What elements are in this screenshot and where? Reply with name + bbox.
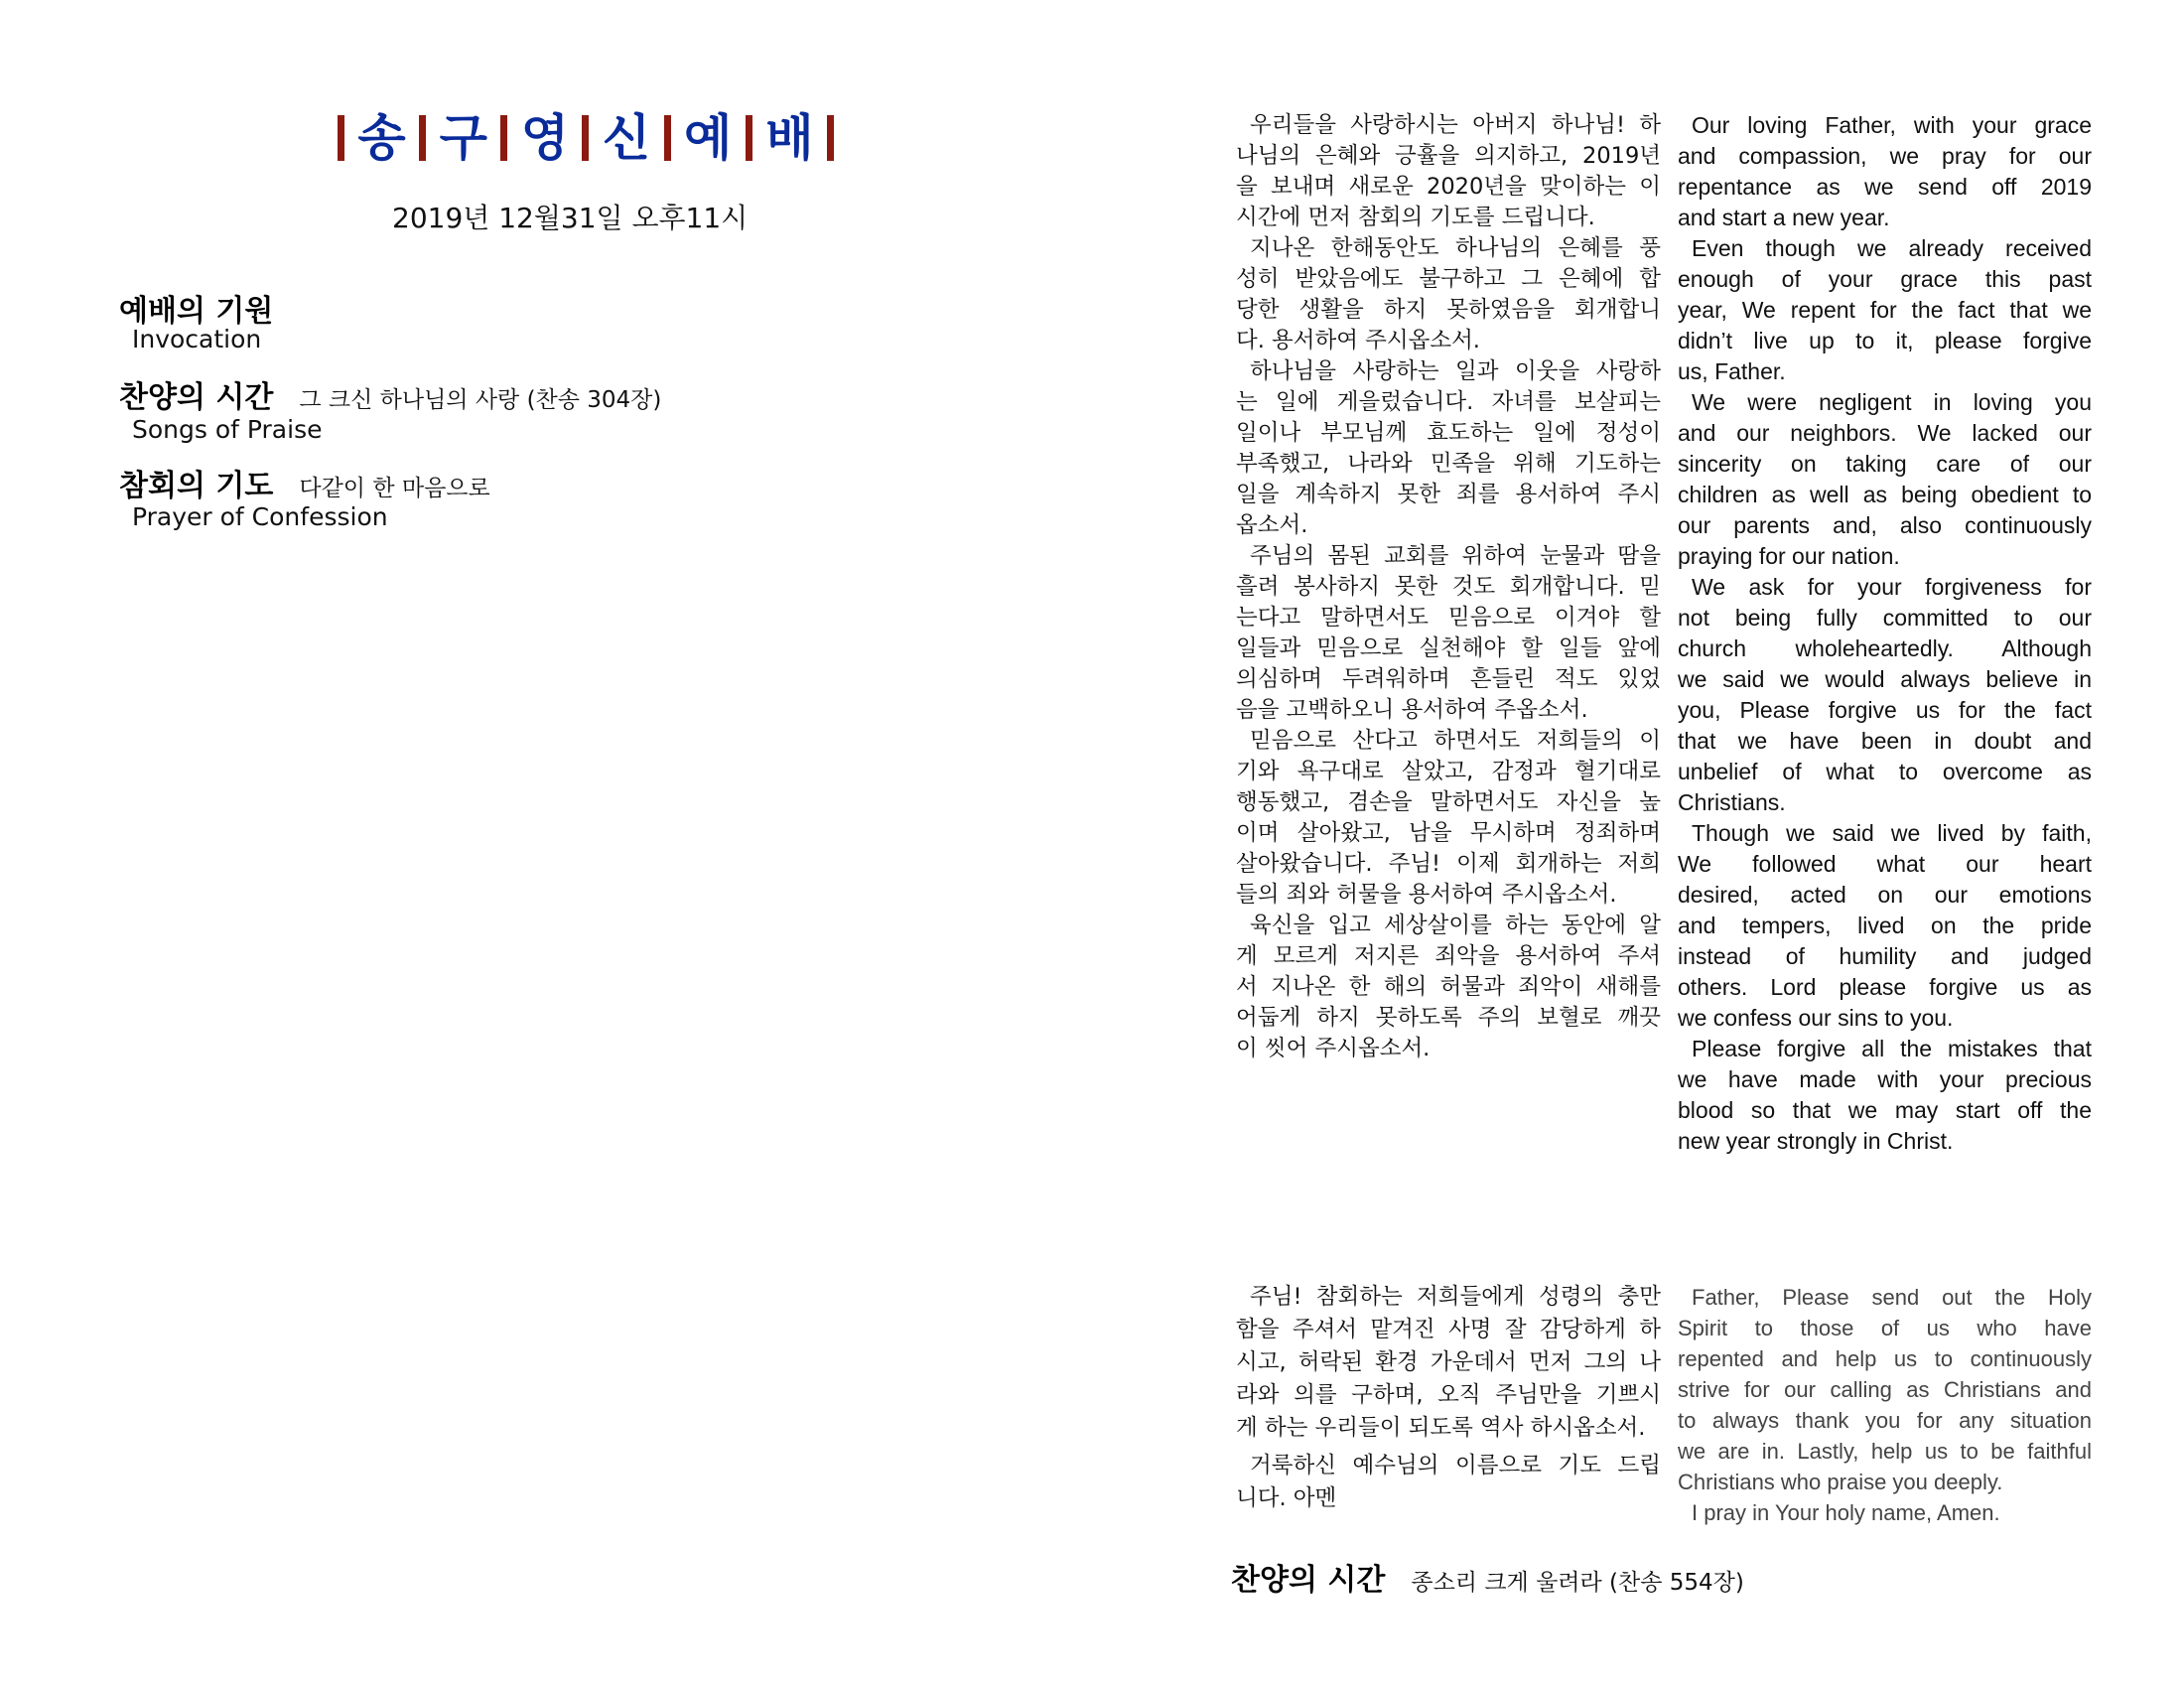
text-line: 시고, 허락된 환경 가운데서 먼저 그의 나	[1236, 1349, 1661, 1375]
agenda-item-invocation	[119, 286, 273, 330]
text-line: 들의 죄와 허물을 용서하여 주시옵소서.	[1236, 882, 1617, 908]
title-divider-bar	[827, 115, 834, 161]
text-line: we have made with your precious	[1678, 1066, 2092, 1092]
text-line: Spirit to those of us who have	[1678, 1316, 2092, 1340]
text-line: 음을 고백하오니 용서하여 주옵소서.	[1236, 697, 1588, 723]
text-line: 당한 생활을 하지 못하였음을 회개합니	[1236, 297, 1661, 323]
text-line: 거룩하신 예수님의 이름으로 기도 드립	[1250, 1453, 1661, 1478]
text-line: Our loving Father, with your grace	[1692, 112, 2092, 138]
text-line: 믿음으로 산다고 하면서도 저희들의 이	[1250, 728, 1661, 754]
text-line: 을 보내며 새로운 2020년을 맞이하는 이	[1236, 174, 1661, 200]
agenda-item-praise	[119, 372, 661, 416]
text-line: 옵소서.	[1236, 512, 1308, 538]
agenda-heading: 참회의 기도	[119, 469, 274, 503]
agenda-detail: 종소리 크게 울려라 (찬송 554장)	[1411, 1570, 1744, 1596]
agenda-heading: 찬양의 시간	[1231, 1563, 1386, 1598]
text-line: Please forgive all the mistakes that	[1692, 1036, 2092, 1061]
text-line: and tempers, lived on the pride	[1678, 913, 2092, 938]
title-char: 구	[439, 109, 487, 167]
text-line: Christians who praise you deeply.	[1678, 1470, 2003, 1494]
title-char: 배	[765, 109, 814, 167]
text-line: 일이나 부모님께 효도하는 일에 정성이	[1236, 420, 1661, 446]
text-line: Father, Please send out the Holy	[1692, 1285, 2092, 1310]
text-line: 부족했고, 나라와 민족을 위해 기도하는	[1236, 451, 1661, 477]
service-date: 2019년 12월31일 오후11시	[392, 202, 749, 234]
text-line: didn’t live up to it, please forgive	[1678, 328, 2092, 353]
agenda-english: Prayer of Confession	[132, 502, 388, 531]
text-line: We followed what our heart	[1678, 851, 2092, 877]
text-line: blood so that we may start off the	[1678, 1097, 2092, 1123]
title-char: 영	[520, 109, 570, 167]
text-line: Though we said we lived by faith,	[1692, 820, 2092, 846]
text-line: 나님의 은혜와 긍휼을 의지하고, 2019년	[1236, 143, 1661, 169]
title-divider-bar	[419, 115, 426, 161]
text-line: our parents and, also continuously	[1678, 512, 2092, 538]
text-line: 일을 계속하지 못한 죄를 용서하여 주시	[1236, 482, 1661, 507]
text-line: We ask for your forgiveness for	[1692, 574, 2092, 600]
title-divider-bar	[338, 115, 344, 161]
text-line: 성히 받았음에도 불구하고 그 은혜에 합	[1236, 266, 1661, 292]
text-line: 는다고 말하면서도 믿음으로 이겨야 할	[1236, 605, 1661, 631]
text-line: 다. 용서하여 주시옵소서.	[1236, 328, 1480, 353]
text-line: others. Lord please forgive us as	[1678, 974, 2092, 1000]
text-line: desired, acted on our emotions	[1678, 882, 2092, 908]
text-line: 우리들을 사랑하시는 아버지 하나님! 하	[1250, 112, 1661, 138]
text-line: Even though we already received	[1692, 235, 2092, 261]
title-divider-bar	[664, 115, 671, 161]
prayer-korean-2	[1236, 1281, 1661, 1515]
agenda-heading: 찬양의 시간	[119, 380, 274, 415]
text-line: 주님! 참회하는 저희들에게 성령의 충만	[1250, 1284, 1661, 1310]
text-line: 육신을 입고 세상살이를 하는 동안에 알	[1250, 913, 1661, 938]
title-char: 신	[602, 109, 651, 167]
text-line: us, Father.	[1678, 358, 1786, 384]
text-line: instead of humility and judged	[1678, 943, 2092, 969]
text-line: 서 지나온 한 해의 허물과 죄악이 새해를	[1236, 974, 1661, 1000]
agenda-item-confession	[119, 461, 490, 504]
text-line: 하나님을 사랑하는 일과 이웃을 사랑하	[1250, 358, 1661, 384]
text-line: we are in. Lastly, help us to be faithful	[1678, 1439, 2092, 1464]
text-line: 행동했고, 겸손을 말하면서도 자신을 높	[1236, 789, 1661, 815]
text-line: 이며 살아왔고, 남을 무시하며 정죄하며	[1236, 820, 1661, 846]
text-line: 일들과 믿음으로 실천해야 할 일들 앞에	[1236, 635, 1661, 661]
text-line: 이 씻어 주시옵소서.	[1236, 1036, 1431, 1061]
title-char: 예	[684, 109, 733, 167]
title-divider-bar	[500, 115, 507, 161]
text-line: 의심하며 두려워하며 흔들린 적도 있었	[1236, 666, 1661, 692]
text-line: 시간에 먼저 참회의 기도를 드립니다.	[1236, 205, 1595, 230]
text-line: 지나온 한해동안도 하나님의 은혜를 풍	[1250, 235, 1661, 261]
text-line: you, Please forgive us for the fact	[1678, 697, 2092, 723]
text-line: unbelief of what to overcome as	[1678, 759, 2092, 784]
text-line: 함을 주셔서 맡겨진 사명 잘 감당하게 하	[1236, 1317, 1661, 1342]
text-line: not being fully committed to our	[1678, 605, 2092, 631]
text-line: I pray in Your holy name, Amen.	[1692, 1500, 2000, 1525]
text-line: that we have been in doubt and	[1678, 728, 2092, 754]
text-line: sincerity on taking care of our	[1678, 451, 2092, 477]
text-line: 라와 의를 구하며, 오직 주님만을 기쁘시	[1236, 1382, 1661, 1408]
text-line: 주님의 몸된 교회를 위하여 눈물과 땀을	[1250, 543, 1661, 569]
prayer-english-1	[1678, 110, 2092, 1157]
agenda-item-closing-praise	[1231, 1555, 1744, 1599]
agenda-heading: 예배의 기원	[119, 294, 274, 329]
title-divider-bar	[746, 115, 752, 161]
agenda-english: Songs of Praise	[132, 415, 323, 444]
text-line: repented and help us to continuously	[1678, 1346, 2092, 1371]
text-line: repentance as we send off 2019	[1678, 174, 2092, 200]
prayer-english-2	[1678, 1282, 2092, 1528]
text-line: 기와 욕구대로 살았고, 감정과 혈기대로	[1236, 759, 1661, 784]
text-line: church wholeheartedly. Although	[1678, 635, 2092, 661]
agenda-detail: 다같이 한 마음으로	[299, 476, 490, 501]
prayer-korean-1	[1236, 110, 1661, 1064]
text-line: 어둡게 하지 못하도록 주의 보혈로 깨끗	[1236, 1005, 1661, 1031]
text-line: 는 일에 게을렀습니다. 자녀를 보살피는	[1236, 389, 1661, 415]
text-line: we confess our sins to you.	[1678, 1005, 1954, 1031]
text-line: year, We repent for the fact that we	[1678, 297, 2092, 323]
text-line: 게 하는 우리들이 되도록 역사 하시옵소서.	[1236, 1415, 1646, 1441]
text-line: and compassion, we pray for our	[1678, 143, 2092, 169]
title-divider-bar	[582, 115, 589, 161]
title-char: 송	[357, 109, 406, 167]
agenda-detail: 그 크신 하나님의 사랑 (찬송 304장)	[299, 387, 662, 413]
text-line: enough of your grace this past	[1678, 266, 2092, 292]
text-line: and start a new year.	[1678, 205, 1890, 230]
agenda-english: Invocation	[132, 325, 262, 353]
text-line: praying for our nation.	[1678, 543, 1900, 569]
text-line: We were negligent in loving you	[1692, 389, 2092, 415]
text-line: and our neighbors. We lacked our	[1678, 420, 2092, 446]
text-line: new year strongly in Christ.	[1678, 1128, 1954, 1154]
service-title	[338, 107, 834, 169]
text-line: to always thank you for any situation	[1678, 1408, 2092, 1433]
text-line: 흘려 봉사하지 못한 것도 회개합니다. 믿	[1236, 574, 1661, 600]
text-line: strive for our calling as Christians and	[1678, 1377, 2092, 1402]
text-line: 게 모르게 저지른 죄악을 용서하여 주셔	[1236, 943, 1661, 969]
text-line: 니다. 아멘	[1236, 1485, 1337, 1511]
text-line: 살아왔습니다. 주님! 이제 회개하는 저희	[1236, 851, 1661, 877]
text-line: we said we would always believe in	[1678, 666, 2092, 692]
text-line: Christians.	[1678, 789, 1786, 815]
text-line: children as well as being obedient to	[1678, 482, 2092, 507]
